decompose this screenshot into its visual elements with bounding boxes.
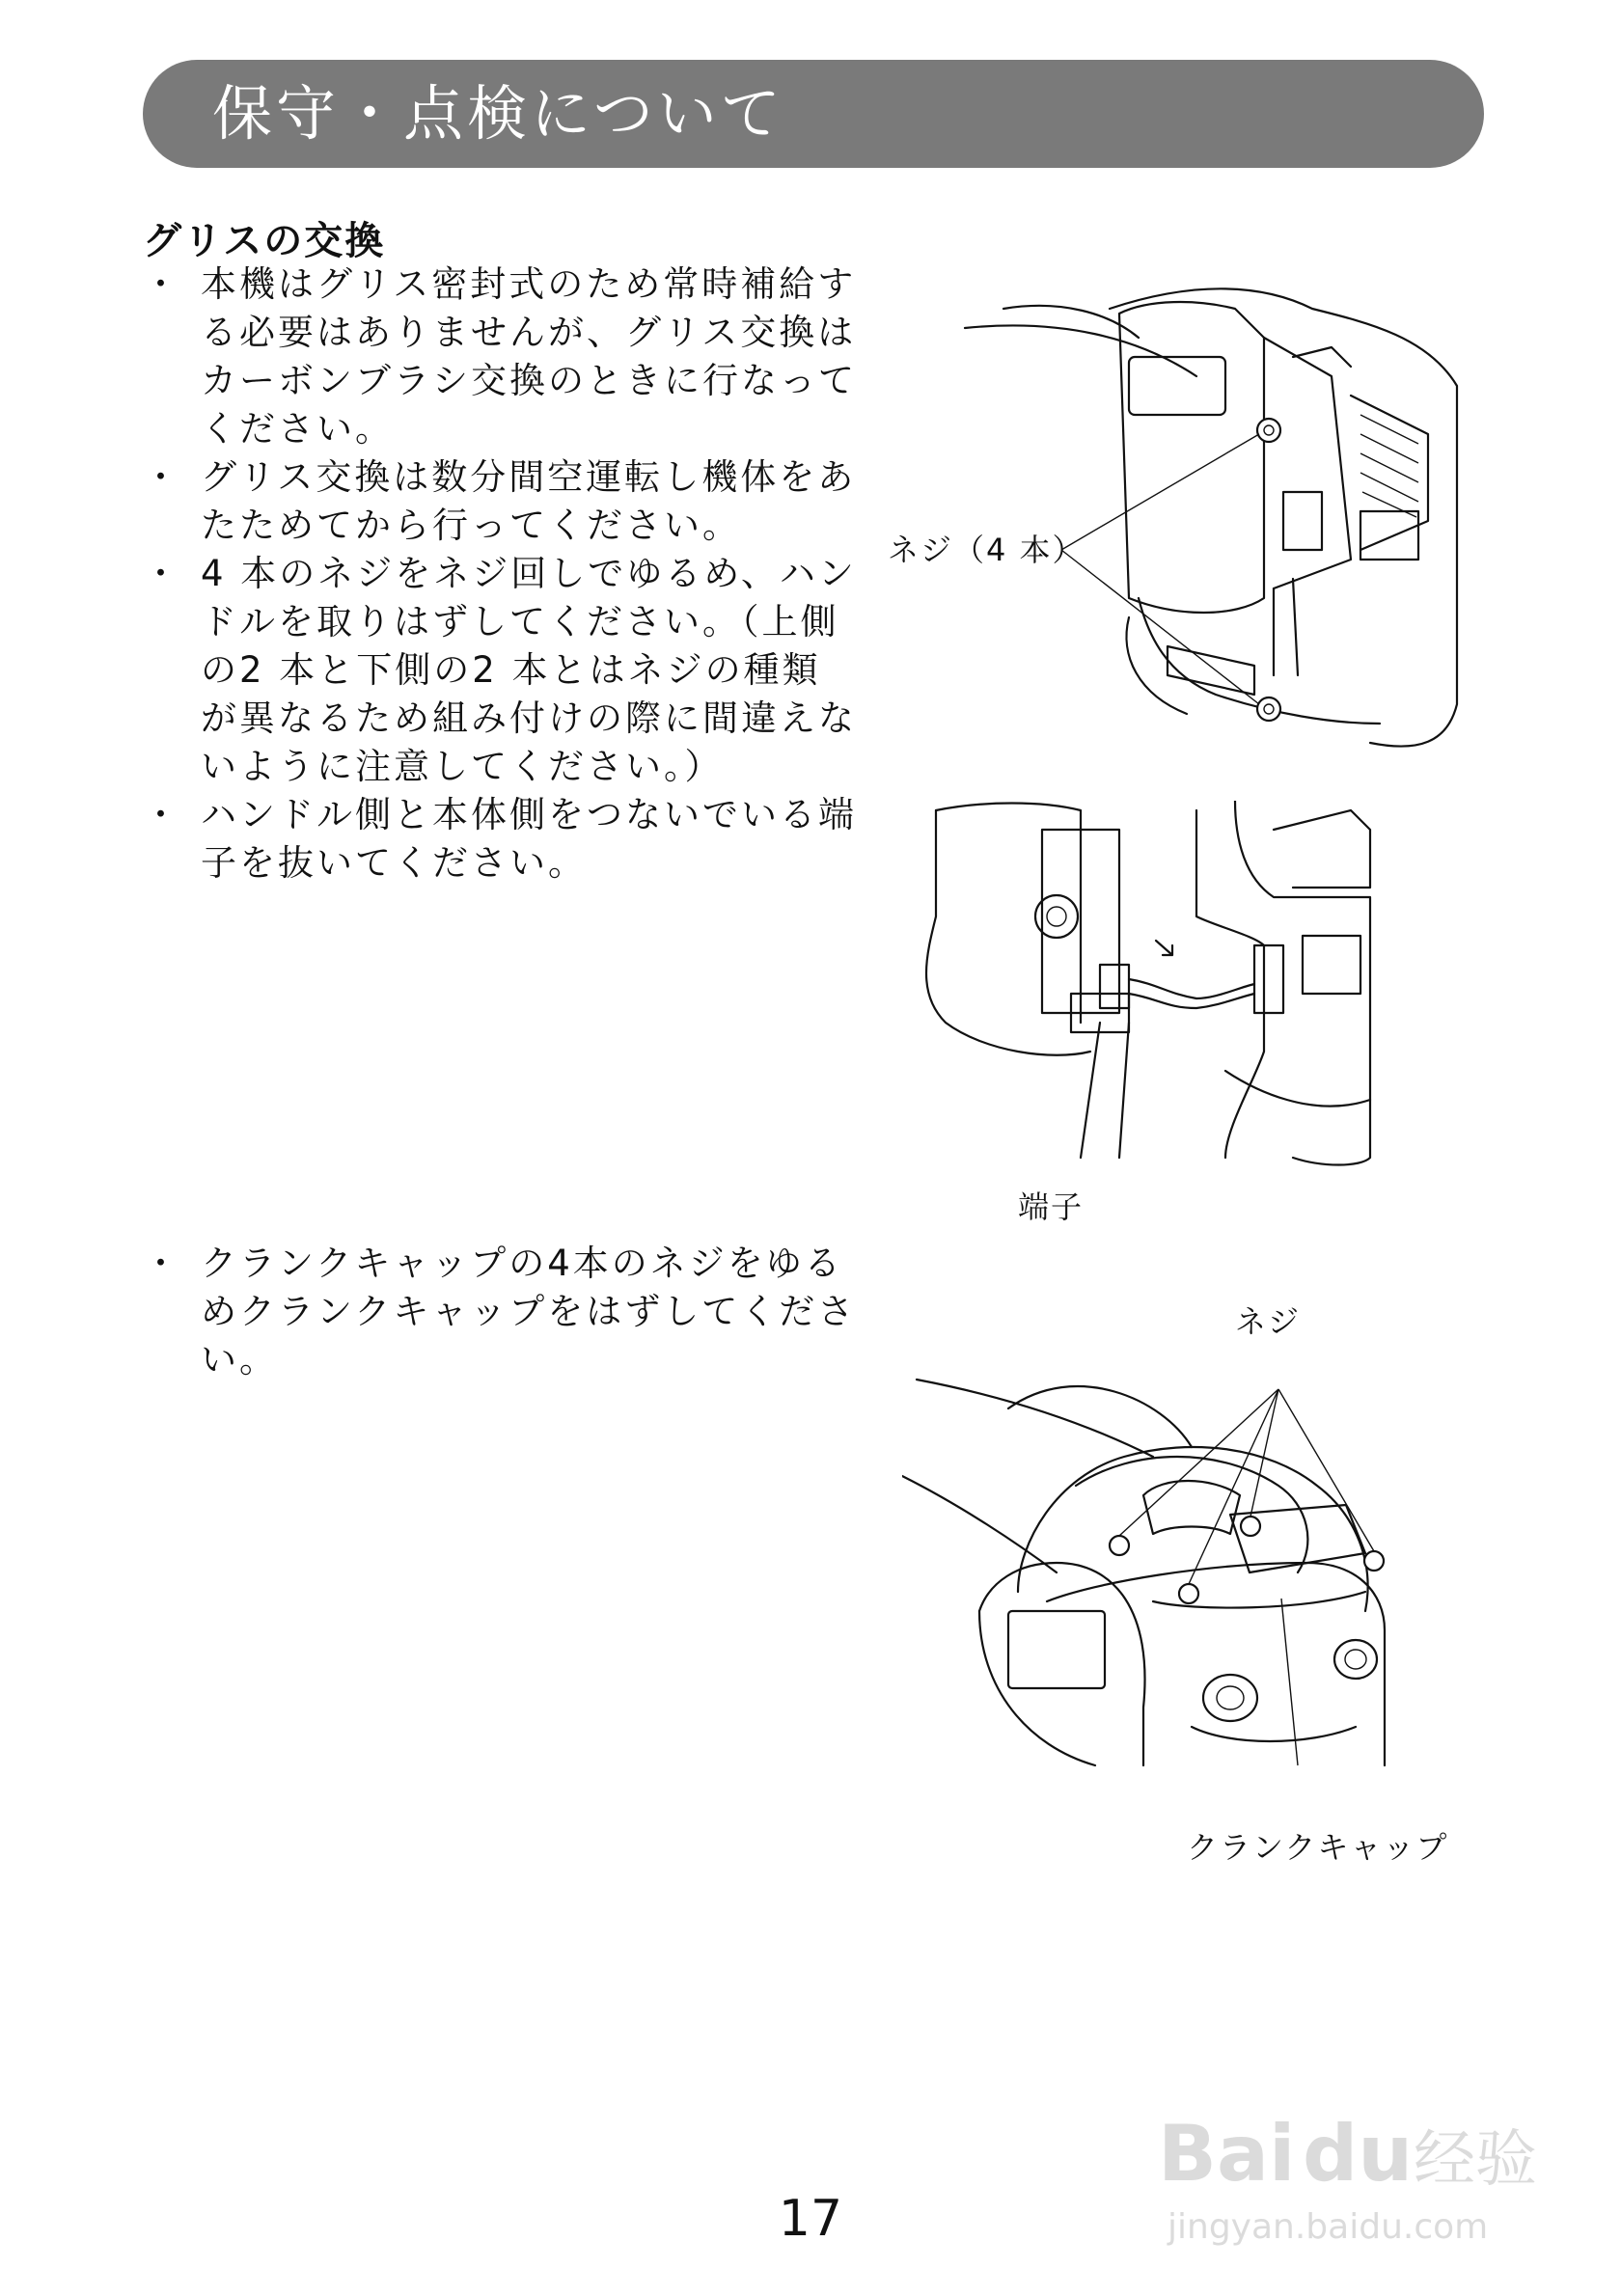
bullet-marker: ・ bbox=[143, 794, 181, 835]
list-item-text: ハンドル側と本体側をつないでいる端子を抜いてください。 bbox=[201, 794, 857, 884]
list-item-text: 本機はグリス密封式のため常時補給する必要はありませんが、グリス交換はカーボンブラシ交換のときに行なってください。 bbox=[201, 263, 857, 450]
list-item-text: 4 本のネジをネジ回しでゆるめ、ハンドルを取りはずしてください。（上側の2 本と下側の2 本とはネジの種類が異なるため組み付けの際に間違えないように注意してください。） bbox=[201, 553, 857, 787]
page-title: 保守・点検について bbox=[212, 78, 784, 149]
bullet-marker: ・ bbox=[143, 263, 181, 305]
list-item bbox=[143, 260, 857, 453]
list-item bbox=[143, 453, 857, 550]
instruction-list-2 bbox=[143, 1240, 857, 1384]
list-item bbox=[143, 550, 857, 791]
section-header-bar bbox=[143, 60, 1484, 168]
section-heading: グリスの交換 bbox=[143, 219, 386, 263]
page-number: 17 bbox=[778, 2190, 843, 2248]
watermark-brand: Bai bbox=[1158, 2109, 1296, 2199]
bullet-marker: ・ bbox=[143, 553, 181, 594]
bullet-marker: ・ bbox=[143, 1243, 181, 1284]
crank-screws-label: ネジ bbox=[1235, 1303, 1302, 1340]
crank-cap-label: クランクキャップ bbox=[1187, 1829, 1449, 1866]
watermark-cn: 经验 bbox=[1414, 2124, 1537, 2196]
bullet-marker: ・ bbox=[143, 456, 181, 498]
screws-4-label: ネジ（4 本） bbox=[888, 532, 1085, 568]
handle-screws-illustration bbox=[946, 270, 1486, 772]
terminal-label: 端子 bbox=[1018, 1189, 1085, 1225]
watermark-brand-2: du bbox=[1303, 2109, 1414, 2199]
list-item bbox=[143, 791, 857, 888]
watermark-url: jingyan.baidu.com bbox=[1168, 2207, 1489, 2247]
crank-cap-illustration bbox=[902, 1322, 1481, 1804]
list-item bbox=[143, 1240, 857, 1384]
list-item-text: グリス交換は数分間空運転し機体をあたためてから行ってください。 bbox=[201, 456, 857, 546]
instruction-list bbox=[143, 260, 857, 888]
terminal-illustration bbox=[907, 801, 1447, 1187]
list-item-text: クランクキャップの4本のネジをゆるめクランクキャップをはずしてください。 bbox=[201, 1243, 857, 1380]
